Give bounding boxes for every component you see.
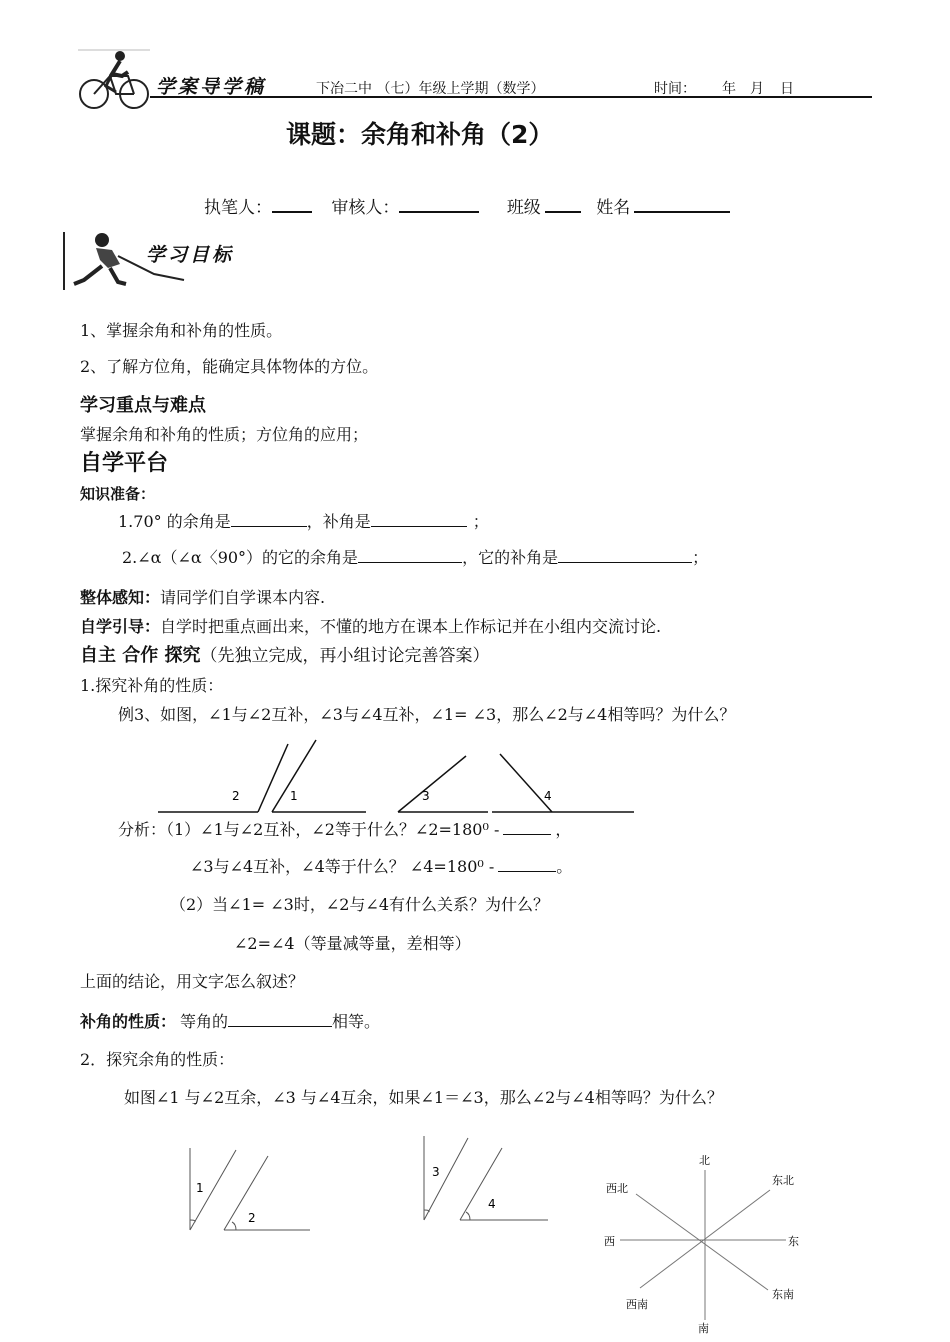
fig1-angle4-arm (500, 754, 552, 812)
supplement-property-blank[interactable] (228, 1012, 332, 1027)
q1-blank-complement[interactable] (231, 512, 307, 527)
goals-banner: 学习目标 (146, 244, 235, 266)
header-info: 下冶二中 （七）年级上学期（数学） (316, 81, 545, 97)
meta-line (204, 197, 730, 218)
figure-supplementary-angles (150, 734, 650, 818)
self-study-heading: 自学平台 (80, 451, 169, 476)
name-blank[interactable] (634, 197, 730, 213)
fig1-label-3: 3 (422, 789, 430, 803)
compass-north: 北 (699, 1154, 710, 1167)
header-day: 日 (780, 81, 794, 97)
goal-item-2: 2、了解方位角，能确定具体物体的方位。 (80, 357, 379, 376)
conclusion-question: 上面的结论，用文字怎么叙述？ (80, 972, 305, 991)
class-label: 班级 (506, 198, 541, 218)
q1-text-b: ，补角是 (306, 512, 371, 531)
fig1-angle2-arm (258, 744, 288, 812)
class-blank[interactable] (545, 197, 581, 213)
fig2-left-arm-2 (224, 1156, 268, 1230)
compass-southeast: 东南 (772, 1288, 794, 1301)
fig2-label-2: 2 (248, 1211, 256, 1225)
compass-east: 东 (788, 1235, 799, 1248)
q1-blank-supplement[interactable] (371, 512, 467, 527)
guide-text: 自学时把重点画出来，不懂的地方在课本上作标记并在小组内交流讨论. (160, 617, 662, 636)
compass-northwest: 西北 (606, 1182, 628, 1195)
fig1-label-4: 4 (544, 789, 552, 803)
logo-text: 学案导学稿 (156, 76, 267, 98)
supplement-property-label: 补角的性质： (80, 1012, 177, 1031)
explore-heading: 自主 合作 探究 (80, 645, 201, 666)
fig2-right-arm-2 (460, 1148, 502, 1220)
prep-heading: 知识准备： (80, 485, 156, 503)
compass-west: 西 (604, 1235, 615, 1248)
analysis-2-answer: ∠2=∠4（等量减等量，差相等） (234, 934, 471, 953)
q2-text-a: 2.∠α（∠α〈90°）的它的余角是 (122, 548, 359, 567)
section-1-title: 1.探究补角的性质： (80, 676, 224, 695)
analysis-2: （2）当∠1= ∠3时，∠2与∠4有什么关系？为什么？ (170, 895, 550, 914)
fig1-label-2: 2 (232, 789, 240, 803)
overall-text: 请同学们自学课本内容. (160, 588, 326, 607)
fig1-angle3-arm (398, 756, 466, 812)
analysis-1a-blank[interactable] (503, 820, 551, 835)
overall-label: 整体感知： (80, 588, 161, 607)
compass-south: 南 (698, 1322, 709, 1335)
q2-blank-supplement[interactable] (558, 548, 692, 563)
header-year: 年 (722, 81, 736, 97)
header-month: 月 (750, 81, 764, 97)
fig2-label-1: 1 (196, 1181, 204, 1195)
goal-item-1: 1、掌握余角和补角的性质。 (80, 321, 283, 340)
compass-diagram (590, 1150, 820, 1336)
fig2-right-arm-1 (424, 1138, 468, 1220)
prep-question-1 (118, 512, 489, 532)
q1-text-a: 1.70° 的余角是 (118, 512, 231, 531)
example-complement-text: 如图∠1 与∠2互余，∠3 与∠4互余，如果∠1＝∠3，那么∠2与∠4相等吗？为什么？ (124, 1088, 723, 1107)
q2-text-c: ； (692, 548, 709, 567)
guide-label: 自学引导： (80, 617, 161, 636)
analysis-1b-blank[interactable] (498, 857, 556, 872)
name-label: 姓名 (596, 198, 631, 218)
supplement-property (80, 1012, 380, 1032)
q1-text-c: ； (472, 512, 489, 531)
compass-southwest: 西南 (626, 1298, 648, 1311)
q2-text-b: ，它的补角是 (462, 548, 559, 567)
header-divider (150, 96, 872, 98)
reviewer-label: 审核人： (331, 198, 400, 218)
header-time-label: 时间： (654, 81, 696, 97)
prep-question-2 (122, 548, 708, 568)
guide-line (80, 617, 661, 637)
section-2-title: 2．探究余角的性质： (80, 1050, 235, 1069)
analysis-1a-end: ， (555, 820, 572, 839)
supplement-property-text-a: 等角的 (180, 1012, 229, 1031)
author-blank[interactable] (272, 197, 312, 213)
key-points-heading: 学习重点与难点 (80, 395, 206, 416)
overall-line (80, 588, 325, 608)
compass-northeast: 东北 (772, 1174, 794, 1187)
explore-heading-note: （先独立完成，再小组讨论完善答案） (200, 646, 490, 666)
analysis-1b (190, 857, 572, 877)
fig2-label-3: 3 (432, 1165, 440, 1179)
supplement-property-text-b: 相等。 (332, 1012, 381, 1031)
example-3-text: 例3、如图，∠1与∠2互补，∠3与∠4互补，∠1= ∠3，那么∠2与∠4相等吗？为什么？ (118, 705, 736, 724)
fig1-label-1: 1 (290, 789, 298, 803)
analysis-1b-text: ∠3与∠4互补，∠4等于什么？ ∠4=180⁰ - (190, 857, 495, 876)
key-points-text: 掌握余角和补角的性质；方位角的应用； (80, 425, 369, 444)
author-label: 执笔人： (204, 198, 272, 218)
fig2-label-4: 4 (488, 1197, 496, 1211)
analysis-1a-text: 分析：（1）∠1与∠2互补，∠2等于什么？∠2=180⁰ - (118, 820, 500, 839)
page-title: 课题：余角和补角（2） (286, 120, 554, 149)
reviewer-blank[interactable] (399, 197, 479, 213)
cyclist-icon (76, 46, 152, 112)
q2-blank-complement[interactable] (358, 548, 462, 563)
analysis-1a (118, 820, 571, 840)
analysis-1b-end: 。 (556, 857, 573, 876)
explore-heading-line (80, 645, 490, 667)
figure-complementary-angles (180, 1130, 560, 1242)
